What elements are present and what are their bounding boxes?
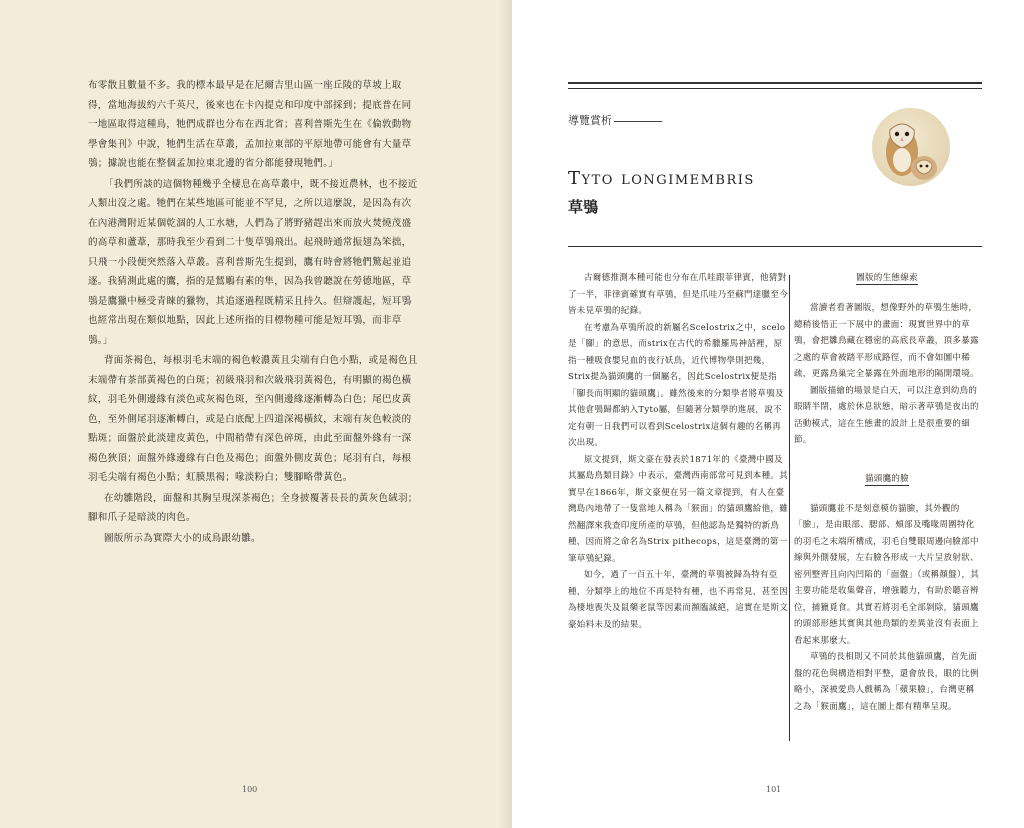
section-paragraph: 草鴞的長相則又不同於其他貓頭鷹，首先面盤的花色與構造相對平整，還會放長，眼的比例略小，深被愛鳥人戲稱為「蘋果臉」，台灣更稱之為「猴面鷹」，這在圖上都有精準呈現。 <box>794 652 979 712</box>
left-column-paragraph: 在考慮為草鴞所設的新屬名Scelostrix之中，scelo是「腳」的意思，而strix在古代的希臘羅馬神話裡，原指一種吸食嬰兒血的夜行妖鳥，近代博物學則把幾，Strix提為貓頭鷹的一個屬名，因此Scelostrix便是指「腳長而明顯的貓頭鷹」。雖然後來的分類學者將草鴞及其他倉鴞歸都納入Tyto屬，但隨著分類學的進展，說不定有朝一日我們可以看到Scelostrix這個有趣的名稱再次出現。 <box>568 322 786 448</box>
right-page <box>512 0 1024 828</box>
header-rule-thick <box>568 82 982 84</box>
section-paragraph: 圖版描繪的場景是白天，可以注意到幼鳥的眼睛半閉，處於休息狀態，暗示著草鴞是夜出的活動模式，這在生態畫的設計上是很重要的細節。 <box>794 385 979 445</box>
left-column <box>568 270 788 633</box>
left-column-paragraph: 古爾德推測本種可能也分布在爪哇跟菲律賓，他猜對了一半，菲律賓確實有草鴞，但是爪哇乃至蘇門達臘至今皆未見草鴞的紀錄。 <box>568 273 789 316</box>
section-heading-text: 貓頭鷹的臉 <box>864 473 909 484</box>
left-paragraph: 背面茶褐色，每根羽毛末端的褐色較濃黃且尖端有白色小點，或是褐色且末端帶有茶部黃褐色的白斑；初級飛羽和次級飛羽黃褐色，有明顯的褐色橫紋，羽毛外側邊緣有淡色或灰褐色斑，至內側邊緣逐漸轉為白色；尾巴皮黃色，至外側尾羽逐漸轉白，或是白底配上四道深褐橫紋，末端有灰色較淡的點斑；面盤於此淡建皮黃色，中間稍帶有深色碎斑，由此至面盤外緣有一深褐色狹頂；面盤外緣邊緣有白色及褐色；面盤外側皮黃色；尾羽有白，每根羽毛尖端有褐色小點；虹膜黑褐；喙淡粉白；雙腳略帶黃色。 <box>88 355 418 483</box>
right-page-number: 101 <box>766 785 782 794</box>
owl-drawing <box>872 108 950 186</box>
guide-label <box>568 112 662 128</box>
guide-label-text: 導覽賞析 <box>568 114 612 127</box>
section-heading-text: 圖版的生態線索 <box>856 273 918 283</box>
left-page-text <box>88 76 418 548</box>
guide-dash <box>614 121 662 122</box>
right-column <box>794 270 980 715</box>
section-paragraph: 當讀者看著圖版，想像野外的草鴞生態時，總稍後悟正一下展中的畫面：現實世界中的草鴞，會把雛鳥藏在穩密的高底長草叢，頂多暴露之處的草會被踏平形成路徑，而不會如圖中稀疏，更露鳥巢完全暴露在外面地形的隔開環境。 <box>794 303 979 379</box>
left-paragraph: 「我們所談的這個物種幾乎全棲息在高草叢中，既不接近農林，也不接近人類出沒之處。牠們在某些地區可能並不罕見，之所以這麼說，是因為有次在內港灣附近某個乾涸的人工水塘，人們為了將野豬趕出來而放火焚燒茂盛的高草和蘆葦，那時我至少看到二十隻草鴞飛出。起飛時通常振翅為笨拙，只飛一小段便突然落入草叢。喜利普斯先生提到，鷹有時會將牠們驚起並追逐。我猜測此處的鷹，指的是鵟鵰有素的隼，因為我曾聽說在勞德地區，草鴞是鷹獵中極受青睞的獵物，其追逐過程既精采且持久。但辯護起，短耳鴞也經常出現在類似地點，因此上述所指的目標物種可能是短耳鴞，而非草鴞。」 <box>88 178 418 346</box>
common-name: 草鴞 <box>568 198 599 216</box>
left-column-paragraph: 如今，過了一百五十年，臺灣的草鴞被歸為特有亞種，分類學上的地位不再是特有種，也不再常見，甚至因為棲地喪失及鼠藥老鼠等因素而瀕臨滅絕，這實在是斯文豪始料未及的結果。 <box>568 570 789 630</box>
left-column-paragraph: 原文提到，斯文豪在發表於1871年的《臺灣中國及其屬島鳥類目錄》中表示，臺灣西南部常可見到本種。其實早在1866年，斯文豪便在另一篇文章提到，有人在臺灣島內地帶了一隻當地人稱為「猴面」的貓頭鷹給他，雖然翻譯來我查印度所產的草鴞，但他認為是獨特的新鳥種，因而將之命名為Strix pithecops，這是臺灣的第一筆草鴞紀錄。 <box>568 454 789 564</box>
left-paragraph: 在幼雛階段，面盤和其胸呈現深茶褐色；全身披覆著長長的黃灰色絨羽；腳和爪子是暗淡的肉色。 <box>88 492 418 523</box>
left-paragraph: 圖版所示為實際大小的成鳥跟幼雛。 <box>104 532 261 544</box>
section-gap <box>794 449 980 471</box>
latin-name: Tyto longimembris <box>568 168 755 189</box>
section-heading <box>794 270 980 286</box>
barn-owl-illustration <box>872 108 950 186</box>
section-paragraph: 貓頭鷹並不是刻意模仿貓臉，其外觀的「臉」，是由眼部、腮部、頰部及嘴喙周圍特化的羽毛之末端所構成，羽毛自雙眼周邊向臉部中線與外側發展，左右臉各形成一大片呈放射狀、密列整齊且向內凹陷的「面盤」（或稱顏盤），其主要功能是收集聲音，增強聽力，有助於聽音辨位，捕獵覓食。其實若將羽毛全部剝除，貓頭鷹的頭部形態其實與其他鳥類的差異並沒有表面上看起來那麼大。 <box>794 503 980 646</box>
section-rule <box>568 246 982 247</box>
left-paragraph: 布零散且數量不多。我的標本最早是在尼爾吉里山區一座丘陵的草坡上取得，當地海拔約六千英尺，後來也在卡內提克和印度中部採到；提底普在同一地區取得這種鳥，牠們成群也分布在西北省；喜利普斯先生在《倫敦動物學會集刊》中說，牠們生活在草叢，孟加拉東部的平原地帶可能會有大量草鴞；據說也能在整個孟加拉東北邊的省分都能發現牠們。」 <box>88 80 412 169</box>
gutter-shadow <box>498 0 512 828</box>
column-divider <box>789 275 790 741</box>
left-page-number: 100 <box>242 785 258 794</box>
header-rule-thin <box>568 88 982 89</box>
section-heading <box>794 471 980 487</box>
